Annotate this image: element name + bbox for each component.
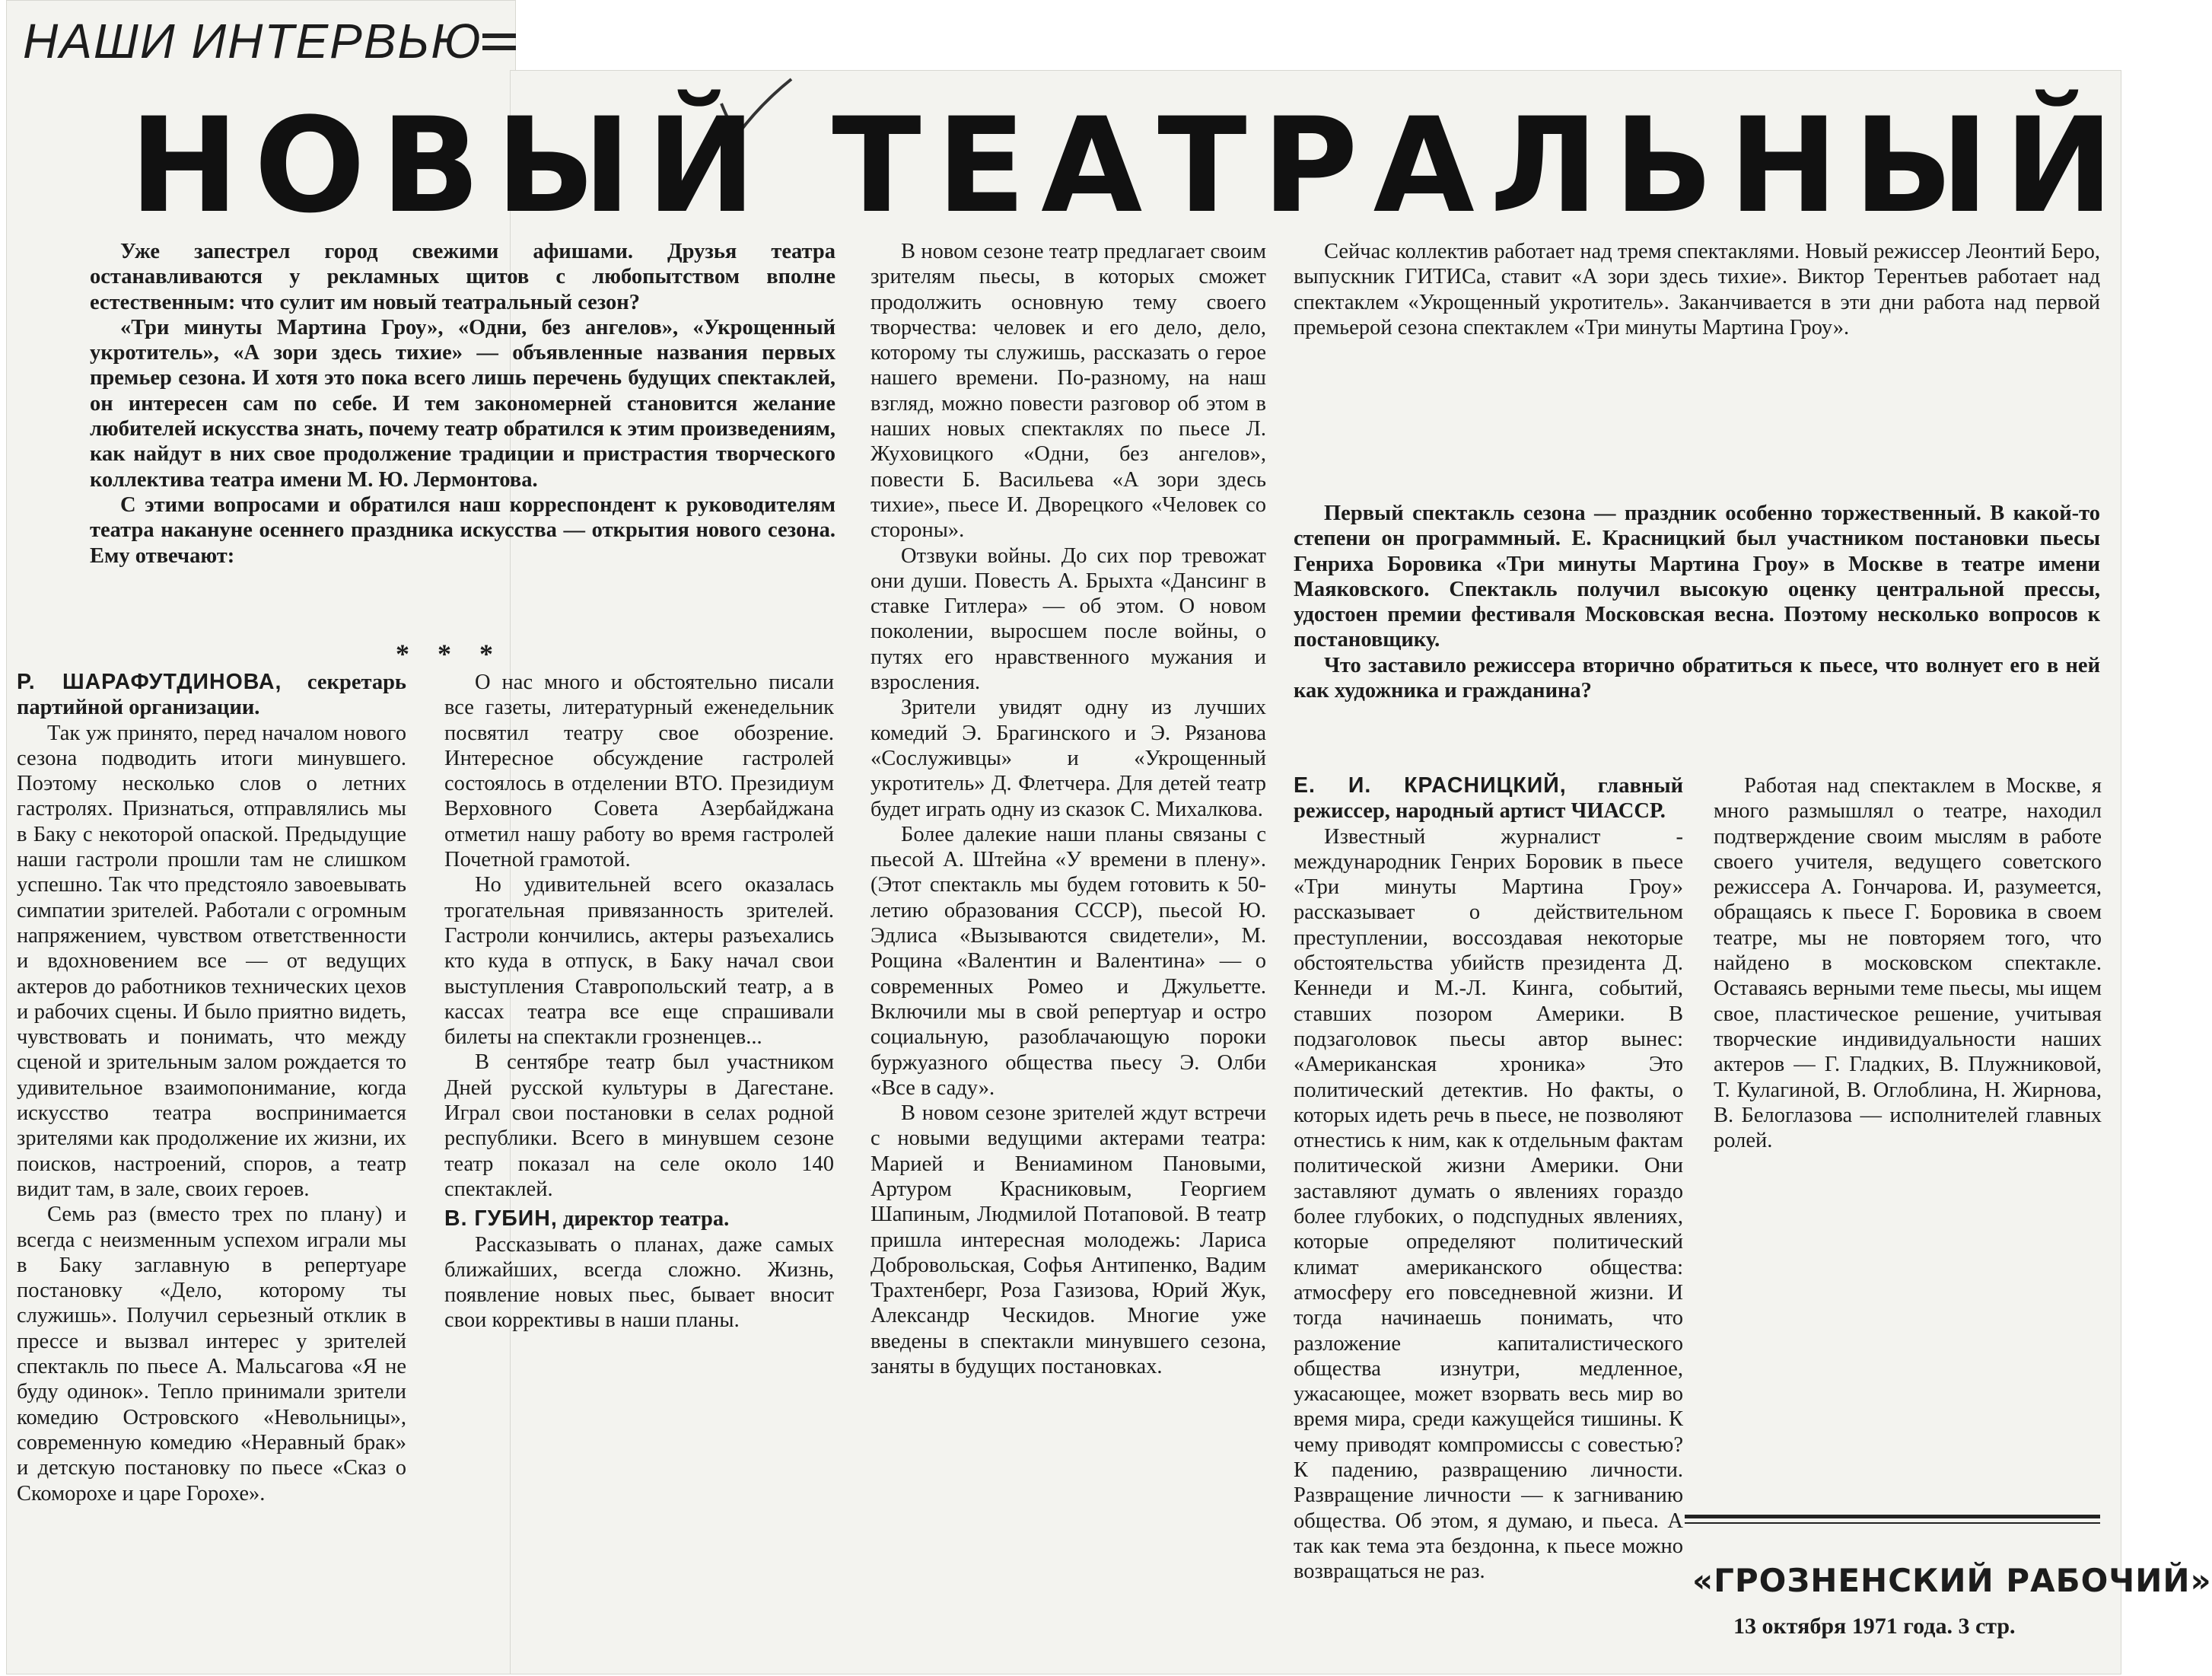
article-paragraph: Семь раз (вместо трех по плану) и всегда с неизменным успехом играли мы в Баку заглавную в репертуаре постановку «Дело, которому ты служишь». Получил серьезный отклик в прессе и вызвал интерес у зрителей спектакль по пьесе А. Мальсагова «Я не буду одинок». Тепло принимали зрители комедию Островского «Невольницы», современную комедию «Неравный брак» и детскую постановку по пьесе «Сказ о Скоморохе и царе Горохе». bbox=[17, 1203, 406, 1506]
article-paragraph: Рассказывать о планах, даже самых ближайших, всегда сложно. Жизнь, появление новых пьес, бывает вносит свои коррективы в наши планы. bbox=[444, 1232, 834, 1333]
article-paragraph: О нас много и обстоятельно писали все газеты, литературный еженедельник посвятил театру свое обозрение. Интересное обсуждение гастролей состоялось в отделении ВТО. Президиум Верховного Совета Азербайджана отметил нашу работу во время гастролей Почетной грамотой. bbox=[444, 671, 834, 872]
article-paragraph: Так уж принято, перед началом нового сезона подводить итоги минувшего. Поэтому несколько слов о летних гастролях. Признаться, отправлялись мы в Баку с некоторой опаской. Предыдущие наши гастроли прошли там не слишком успешно. Так что предстояло завоевывать симпатии зрителей. Работали с огромным напряжением, чувством ответственности и вдохновением все — от ведущих актеров до работников технических цехов и рабочих сцены. И было приятно видеть, чувствовать и понимать, что между сценой и зрительным залом рождается то удивительное взаимопонимание, когда искусство театра воспринимается зрителями как продолжение их жизни, их поисков, настроений, споров, а театр видит там, в зале, своих героев. bbox=[17, 721, 406, 1201]
speaker-role: директор театра. bbox=[557, 1207, 730, 1232]
column-5 bbox=[1714, 773, 2102, 1504]
speaker-name: Р. ШАРАФУТДИНОВА, bbox=[17, 670, 282, 694]
article-paragraph: Работая над спектаклем в Москве, я много размышлял о театре, находил подтверждение своим мыслям в работе своего учителя, ведущего советского режиссера А. Гончарова. И, разумеется, обращаясь к пьесе Г. Боровика в своем театре, мы не повторяем того, что найдено в московском спектакле. Оставаясь верными теме пьесы, мы ищем свое, пластическое решение, учитывая творческие индивидуальности наших актеров — Г. Гладких, В. Плужниковой, Т. Кулагиной, В. Оглоблина, Н. Жирнова, В. Белоглазова — исполнителей главных ролей. bbox=[1714, 774, 2102, 1153]
rubric-label: НАШИ ИНТЕРВЬЮ bbox=[23, 14, 482, 69]
speaker-intro bbox=[17, 670, 406, 721]
speaker-name: Е. И. КРАСНИЦКИЙ, bbox=[1294, 773, 1567, 798]
column-4 bbox=[1294, 773, 1683, 1659]
article-paragraph: Зрители увидят одну из лучших комедий Э. Брагинского и Э. Рязанова «Сослуживцы» и «Укрощенный укротитель» Д. Флетчера. Для детей театр будет играть одну из сказок С. Михалкова. bbox=[870, 696, 1266, 821]
bottom-rule bbox=[1685, 1515, 2100, 1518]
publication-date: 13 октября 1971 года. 3 стр. bbox=[1733, 1614, 2016, 1639]
article-paragraph: В новом сезоне театр предлагает своим зрителям пьесы, в которых сможет продолжить основную тему своего творчества: человек и его дело, дело, которому ты служишь, рассказать о герое нашего времени. По-разному, на наш взгляд, можно повести разговор об этом в наших новых спектаклях по пьесе Л. Жуховицкого «Одни, без ангелов», повести Б. Васильева «А зори здесь тихие», пьесе И. Дворецкого «Человек со стороны». bbox=[870, 240, 1266, 543]
headline: НОВЫЙ ТЕАТРАЛЬНЫЙ bbox=[129, 89, 2129, 242]
speaker-role: секретарь партийной организации. bbox=[17, 671, 406, 720]
column-3 bbox=[870, 239, 1266, 1659]
article-paragraph: В сентябре театр был участником Дней русской культуры в Дагестане. Играл свои постановки в селах родной республики. Всего в минувшем сезоне театр показал на селе около 140 спектаклей. bbox=[444, 1050, 834, 1201]
rubric-rule-2 bbox=[482, 46, 516, 50]
bottom-rule-thin bbox=[1685, 1522, 2100, 1524]
lead-block bbox=[90, 239, 835, 569]
question-paragraph: Первый спектакль сезона — праздник особенно торжественный. В какой-то степени он программный. Е. Красницкий был участником постановки пьесы Генриха Боровика «Три минуты Мартина Гроу» в Москве в театре имени Маяковского. Спектакль получил высокую оценку центральной прессы, удостоен премии фестиваля Московская весна. Поэтому несколько вопросов к постановщику. bbox=[1294, 502, 2100, 652]
article-paragraph: Отзвуки войны. До сих пор тревожат они души. Повесть А. Брыхта «Дансинг в ставке Гитлера» — об этом. О новом поколении, выросшем после войны, о путях его нравственного мужания и взросления. bbox=[870, 543, 1266, 695]
speaker-intro bbox=[1294, 773, 1683, 824]
article-paragraph: Более далекие наши планы связаны с пьесой А. Штейна «У времени в плену». (Этот спектакль мы будем готовить к 50-летию образования СССР), пьесой Ю. Эдлиса «Вызываются свидетели», М. Рощина «Валентин и Валентина» — о современных Ромео и Джульетте. Включили мы в свой репертуар и остро социальную, разоблачающую пороки буржуазного общества пьесу Э. Олби «Все в саду». bbox=[870, 822, 1266, 1100]
newspaper-masthead: «ГРОЗНЕНСКИЙ РАБОЧИЙ» bbox=[1692, 1562, 2212, 1599]
section-separator: * * * bbox=[396, 639, 504, 669]
article-paragraph: В новом сезоне зрителей ждут встречи с новыми ведущими актерами театра: Марией и Вениамином Пановыми, Артуром Красниковым, Георгием Шапиным, Людмилой Потаповой. В театр пришла интересная молодежь: Лариса Добровольская, Софья Антипенко, Вадим Трахтенберг, Роза Газизова, Юрий Жук, Александр Ческидов. Многие уже введены в спектакли минувшего сезона, заняты в будущих постановках. bbox=[870, 1101, 1266, 1379]
article-paragraph: Но удивительней всего оказалась трогательная привязанность зрителей. Гастроли кончились, актеры разъехались кто куда в отпуск, в Баку начал свои выступления Ставропольский театр, а в кассах театра все еще спрашивали билеты на спектакли грозненцев... bbox=[444, 873, 834, 1050]
article-paragraph: Известный журналист - международник Генрих Боровик в пьесе «Три минуты Мартина Гроу» рассказывает о действительном преступлении, воссоздавая некоторые обстоятельства убийств президента Д. Кеннеди и М.-Л. Кинга, событий, ставших позором Америки. В подзаголовок пьесы автор вынес: «Американская хроника» Это политический детектив. Но факты, о которых идеть речь в пьесе, не позволяют отнестись к ним, как к отдельным фактам политической жизни Америки. Они заставляют думать о явлениях гораздо более глубоких, о подспудных явлениях, которые определяют политический климат американского общества: атмосферу его повседневной жизни. И тогда начинаешь понимать, что разложение капиталистического общества изнутри, медленное, ужасающее, может взорвать весь мир во время мира, среди кажущейся тишины. К чему приводят компромиссы с совестью? К падению, развращению личности. Развращение личности — к загниванию общества. Об этом, я думаю, и пьеса. А так как тема эта бездонна, к пьесе можно возвращаться не раз. bbox=[1294, 824, 1683, 1584]
speaker-intro bbox=[444, 1206, 834, 1232]
article-paragraph: Сейчас коллектив работает над тремя спектаклями. Новый режиссер Леонтий Беро, выпускник ГИТИСа, ставит «А зори здесь тихие». Виктор Терентьев работает над спектаклем «Укрощенный укротитель». Заканчивается в эти дни работа над первой премьерой сезона спектаклем «Три минуты Мартина Гроу». bbox=[1294, 240, 2100, 339]
column-4-top bbox=[1294, 239, 2100, 496]
speaker-name: В. ГУБИН, bbox=[444, 1206, 558, 1232]
lead-paragraph: С этими вопросами и обратился наш корреспондент к руководителям театра накануне осеннего праздника искусства — открытия нового сезона. Ему отвечают: bbox=[90, 492, 835, 568]
speaker-role: главный режиссер, народный артист ЧИАССР. bbox=[1294, 774, 1684, 824]
column-1 bbox=[17, 670, 406, 1659]
lead-paragraph: Уже запестрел город свежими афишами. Друзья театра останавливаются у рекламных щитов с любопытством вполне естественным: что сулит им новый театральный сезон? bbox=[90, 240, 835, 314]
interview-question-block bbox=[1294, 501, 2100, 752]
question-paragraph: Что заставило режиссера вторично обратиться к пьесе, что волнует его в ней как художника и гражданина? bbox=[1294, 653, 2100, 703]
lead-paragraph: «Три минуты Мартина Гроу», «Одни, без ангелов», «Укрощенный укротитель», «А зори здесь тихие» — объявленные названия первых премьер сезона. И хотя это пока всего лишь перечень будущих спектаклей, он интересен сам по себе. И тем закономерней становится желание любителей искусства знать, почему театр обратился к этим произведениям, как найдут в них свое продолжение традиции и пристрастия творческого коллектива театра имени М. Ю. Лермонтова. bbox=[90, 315, 835, 492]
column-2 bbox=[444, 670, 834, 1659]
rubric-rule-1 bbox=[482, 33, 516, 38]
